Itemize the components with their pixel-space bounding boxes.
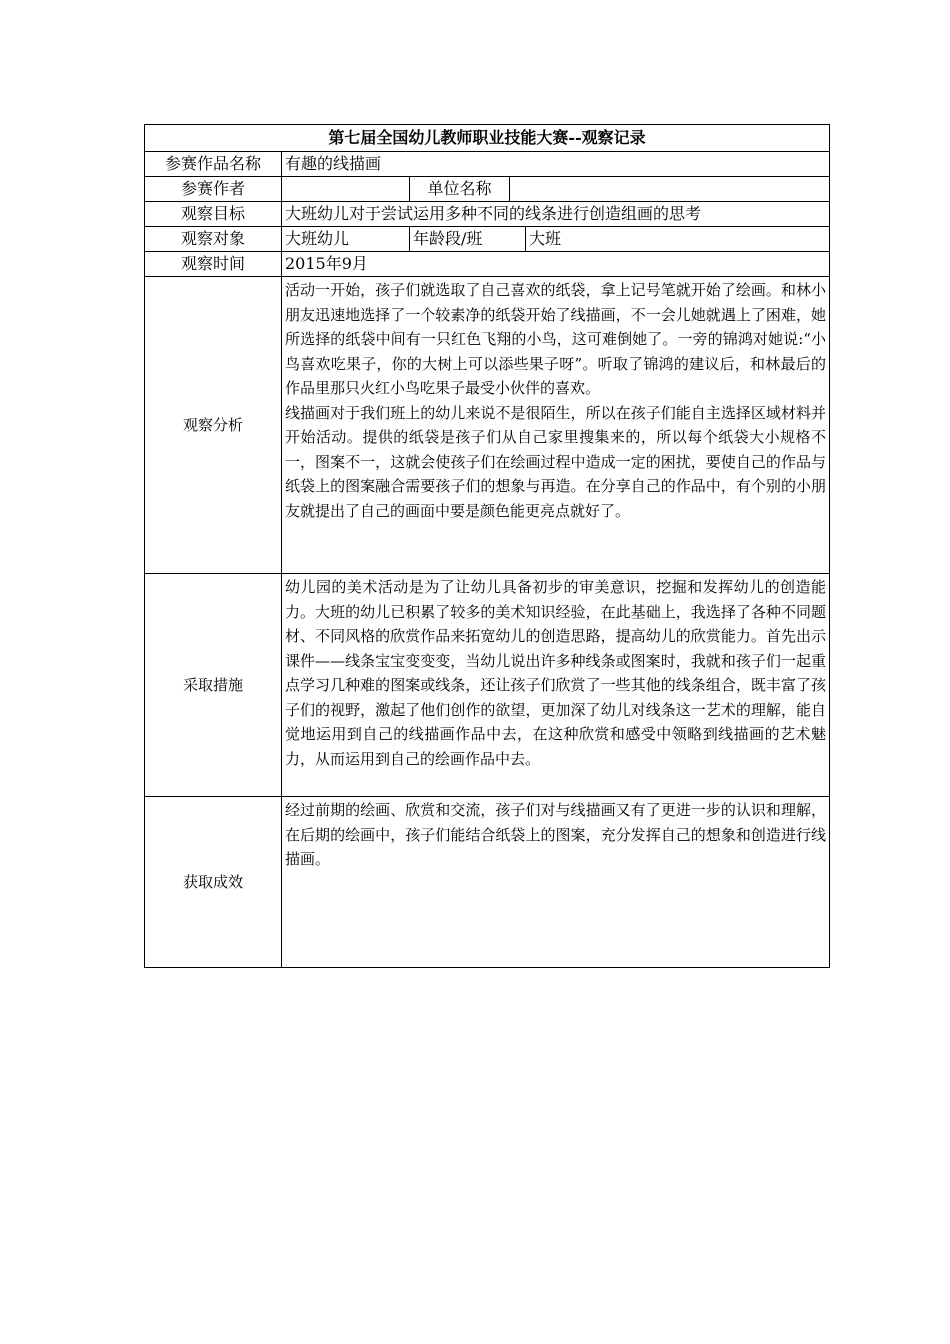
measures-label: 采取措施 bbox=[145, 574, 282, 797]
goal-value: 大班幼儿对于尝试运用多种不同的线条进行创造组画的思考 bbox=[282, 202, 830, 227]
time-label: 观察时间 bbox=[145, 252, 282, 277]
measures-content bbox=[282, 574, 830, 797]
author-label: 参赛作者 bbox=[145, 177, 282, 202]
unit-name-label: 单位名称 bbox=[410, 177, 510, 202]
analysis-label: 观察分析 bbox=[145, 277, 282, 574]
document-title: 第七届全国幼儿教师职业技能大赛--观察记录 bbox=[145, 125, 830, 152]
results-label: 获取成效 bbox=[145, 797, 282, 968]
subject-label: 观察对象 bbox=[145, 227, 282, 252]
unit-name-value bbox=[510, 177, 830, 202]
measures-paragraph: 幼儿园的美术活动是为了让幼儿具备初步的审美意识，挖掘和发挥幼儿的创造能力。大班的幼儿已积累了较多的美术知识经验，在此基础上，我选择了各种不同题材、不同风格的欣赏作品来拓宽幼儿的创造思路，提高幼儿的欣赏能力。首先出示课件——线条宝宝变变变，当幼儿说出许多种线条或图案时，我就和孩子们一起重点学习几种难的图案或线条，还让孩子们欣赏了一些其他的线条组合，既丰富了孩子们的视野，激起了他们创作的欲望，更加深了幼儿对线条这一艺术的理解，能自觉地运用到自己的线描画作品中去，在这种欣赏和感受中领略到线描画的艺术魅力，从而运用到自己的绘画作品中去。 bbox=[285, 578, 827, 768]
subject-value: 大班幼儿 bbox=[282, 227, 410, 252]
author-value bbox=[282, 177, 410, 202]
analysis-content bbox=[282, 277, 830, 574]
work-name-label: 参赛作品名称 bbox=[145, 152, 282, 177]
results-content bbox=[282, 797, 830, 968]
observation-table bbox=[144, 124, 830, 968]
observation-record-sheet bbox=[144, 124, 829, 968]
grade-label: 年龄段/班 bbox=[410, 227, 526, 252]
grade-value: 大班 bbox=[526, 227, 830, 252]
analysis-paragraph-2: 线描画对于我们班上的幼儿来说不是很陌生，所以在孩子们能自主选择区域材料并开始活动。提供的纸袋是孩子们从自己家里搜集来的，所以每个纸袋大小规格不一，图案不一，这就会使孩子们在绘画过程中造成一定的困扰，要使自己的作品与纸袋上的图案融合需要孩子们的想象与再造。在分享自己的作品中，有个别的小朋友就提出了自己的画面中要是颜色能更亮点就好了。 bbox=[285, 403, 827, 520]
analysis-paragraph-1: 活动一开始，孩子们就选取了自己喜欢的纸袋，拿上记号笔就开始了绘画。和林小朋友迅速地选择了一个较素净的纸袋开始了线描画，不一会儿她就遇上了困难，她所选择的纸袋中间有一只红色飞翔的小鸟，这可难倒她了。一旁的锦鸿对她说:“小鸟喜欢吃果子，你的大树上可以添些果子呀”。听取了锦鸿的建议后，和林最后的作品里那只火红小鸟吃果子最受小伙伴的喜欢。 bbox=[285, 281, 827, 397]
results-paragraph: 经过前期的绘画、欣赏和交流，孩子们对与线描画又有了更进一步的认识和理解，在后期的绘画中，孩子们能结合纸袋上的图案，充分发挥自己的想象和创造进行线描画。 bbox=[285, 801, 827, 868]
work-name-value: 有趣的线描画 bbox=[282, 152, 830, 177]
time-value: 2015年9月 bbox=[282, 252, 830, 277]
goal-label: 观察目标 bbox=[145, 202, 282, 227]
